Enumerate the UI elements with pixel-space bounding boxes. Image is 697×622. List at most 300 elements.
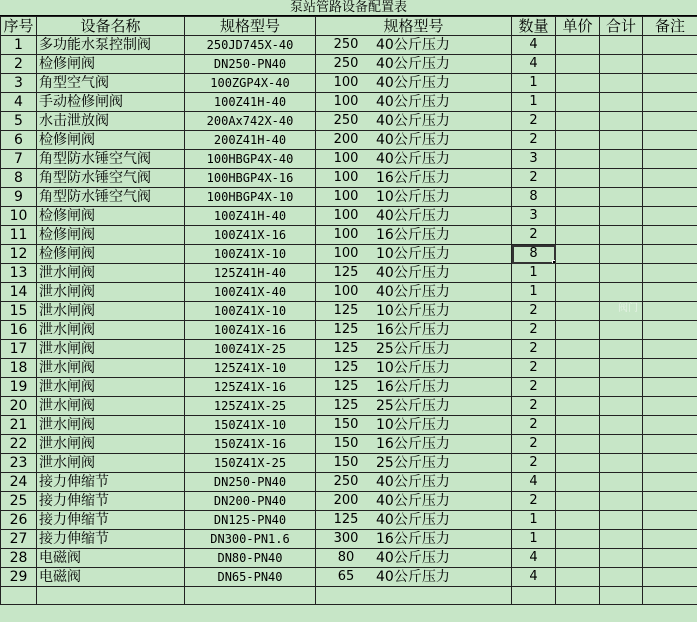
- cell-spec[interactable]: DN80-PN40: [185, 549, 316, 568]
- cell-rating[interactable]: [316, 55, 512, 74]
- cell-name[interactable]: 泄水闸阀: [37, 321, 185, 340]
- cell-qty-selected[interactable]: 8: [512, 245, 556, 264]
- cell-rating[interactable]: [316, 93, 512, 112]
- cell-name[interactable]: 电磁阀: [37, 568, 185, 587]
- cell-total[interactable]: [600, 549, 643, 568]
- cell-spec[interactable]: 100HBGP4X-40: [185, 150, 316, 169]
- rating-dn: 125: [333, 512, 359, 527]
- cell-qty[interactable]: 2: [512, 112, 556, 131]
- table-row: [1, 587, 697, 605]
- cell-no[interactable]: 16: [1, 321, 37, 340]
- header-price[interactable]: 单价: [556, 17, 600, 36]
- cell-name[interactable]: 接力伸缩节: [37, 511, 185, 530]
- cell-rating[interactable]: [316, 321, 512, 340]
- table-row: [1, 397, 697, 416]
- cell-spec[interactable]: DN65-PN40: [185, 568, 316, 587]
- cell-remark[interactable]: [643, 454, 697, 473]
- cell-no[interactable]: 17: [1, 340, 37, 359]
- cell-price[interactable]: [556, 549, 600, 568]
- cell-remark[interactable]: [643, 302, 697, 321]
- cell-name[interactable]: 手动检修闸阀: [37, 93, 185, 112]
- rating-pressure: 25公斤压力: [376, 398, 450, 414]
- cell-rating[interactable]: [316, 549, 512, 568]
- cell-qty[interactable]: 4: [512, 473, 556, 492]
- cell-qty[interactable]: 4: [512, 549, 556, 568]
- cell-remark[interactable]: [643, 36, 697, 55]
- rating-pressure: 40公斤压力: [376, 512, 450, 528]
- cell-total[interactable]: [600, 587, 643, 605]
- cell-total[interactable]: [600, 36, 643, 55]
- cell-price[interactable]: [556, 302, 600, 321]
- cell-name[interactable]: 接力伸缩节: [37, 530, 185, 549]
- table-row: [1, 530, 697, 549]
- cell-no[interactable]: 11: [1, 226, 37, 245]
- cell-rating[interactable]: [316, 169, 512, 188]
- rating-dn: 150: [333, 417, 359, 432]
- cell-no[interactable]: 2: [1, 55, 37, 74]
- cell-no[interactable]: 25: [1, 492, 37, 511]
- cell-spec[interactable]: 125Z41X-10: [185, 359, 316, 378]
- cell-spec[interactable]: DN250-PN40: [185, 473, 316, 492]
- cell-name[interactable]: 泄水闸阀: [37, 359, 185, 378]
- rating-pressure: 10公斤压力: [376, 246, 450, 262]
- cell-rating[interactable]: [316, 112, 512, 131]
- cell-rating[interactable]: [316, 435, 512, 454]
- cell-qty[interactable]: 2: [512, 397, 556, 416]
- cell-qty[interactable]: 2: [512, 321, 556, 340]
- table-row: [1, 207, 697, 226]
- rating-pressure: 16公斤压力: [376, 170, 450, 186]
- rating-dn: 100: [333, 151, 359, 166]
- cell-price[interactable]: [556, 359, 600, 378]
- header-qty[interactable]: 数量: [512, 17, 556, 36]
- cell-qty[interactable]: 2: [512, 435, 556, 454]
- cell-name[interactable]: 泄水闸阀: [37, 454, 185, 473]
- cell-price[interactable]: [556, 188, 600, 207]
- rating-pressure: 40公斤压力: [376, 265, 450, 281]
- cell-total[interactable]: [600, 245, 643, 264]
- rating-wrap: [316, 378, 511, 396]
- cell-remark[interactable]: [643, 93, 697, 112]
- rating-wrap: [316, 264, 511, 282]
- table-row: [1, 302, 697, 321]
- rating-wrap: [316, 511, 511, 529]
- cell-qty[interactable]: 4: [512, 36, 556, 55]
- cell-price[interactable]: [556, 378, 600, 397]
- cell-qty[interactable]: 3: [512, 150, 556, 169]
- rating-pressure: 40公斤压力: [376, 132, 450, 148]
- rating-wrap: [316, 568, 511, 586]
- cell-spec[interactable]: 100Z41X-10: [185, 302, 316, 321]
- cell-no[interactable]: 5: [1, 112, 37, 131]
- header-name[interactable]: 设备名称: [37, 17, 185, 36]
- cell-price[interactable]: [556, 492, 600, 511]
- table-row: [1, 36, 697, 55]
- sheet-title[interactable]: 泵站管路设备配置表: [0, 0, 697, 16]
- cell-remark[interactable]: [643, 150, 697, 169]
- header-total[interactable]: 合计: [600, 17, 643, 36]
- cell-total[interactable]: [600, 131, 643, 150]
- cell-qty[interactable]: 1: [512, 511, 556, 530]
- cell-rating[interactable]: [316, 188, 512, 207]
- rating-wrap: [316, 530, 511, 548]
- cell-no[interactable]: 6: [1, 131, 37, 150]
- cell-no[interactable]: 9: [1, 188, 37, 207]
- cell-spec[interactable]: 125Z41X-25: [185, 397, 316, 416]
- cell-no[interactable]: 21: [1, 416, 37, 435]
- cell-total[interactable]: [600, 55, 643, 74]
- cell-rating[interactable]: [316, 416, 512, 435]
- cell-rating[interactable]: [316, 530, 512, 549]
- rating-wrap: [316, 549, 511, 567]
- cell-rating[interactable]: [316, 131, 512, 150]
- cell-name[interactable]: 泄水闸阀: [37, 435, 185, 454]
- cell-name[interactable]: 水击泄放阀: [37, 112, 185, 131]
- cell-no[interactable]: 12: [1, 245, 37, 264]
- cell-total[interactable]: [600, 435, 643, 454]
- cell-name[interactable]: 检修闸阀: [37, 55, 185, 74]
- cell-no[interactable]: 7: [1, 150, 37, 169]
- cell-remark[interactable]: [643, 435, 697, 454]
- cell-price[interactable]: [556, 93, 600, 112]
- rating-wrap: [316, 131, 511, 149]
- rating-pressure: 16公斤压力: [376, 379, 450, 395]
- cell-total[interactable]: [600, 511, 643, 530]
- cell-rating[interactable]: [316, 492, 512, 511]
- cell-qty[interactable]: 2: [512, 454, 556, 473]
- cell-name[interactable]: 电磁阀: [37, 549, 185, 568]
- cell-no[interactable]: 22: [1, 435, 37, 454]
- header-spec[interactable]: 规格型号: [185, 17, 316, 36]
- rating-wrap: [316, 473, 511, 491]
- cell-spec[interactable]: [185, 587, 316, 605]
- table-row: [1, 245, 697, 264]
- cell-no[interactable]: 27: [1, 530, 37, 549]
- cell-spec[interactable]: 150Z41X-10: [185, 416, 316, 435]
- cell-total[interactable]: [600, 568, 643, 587]
- table-row: [1, 283, 697, 302]
- cell-no[interactable]: 28: [1, 549, 37, 568]
- cell-remark[interactable]: [643, 530, 697, 549]
- cell-remark[interactable]: [643, 283, 697, 302]
- cell-remark[interactable]: [643, 378, 697, 397]
- cell-remark[interactable]: [643, 416, 697, 435]
- cell-spec[interactable]: 125Z41H-40: [185, 264, 316, 283]
- cell-remark[interactable]: [643, 549, 697, 568]
- header-no[interactable]: 序号: [1, 17, 37, 36]
- rating-dn: 125: [333, 322, 359, 337]
- cell-total[interactable]: [600, 530, 643, 549]
- cell-rating[interactable]: [316, 207, 512, 226]
- rating-dn: 250: [333, 37, 359, 52]
- rating-pressure: 40公斤压力: [376, 569, 450, 585]
- rating-dn: 200: [333, 493, 359, 508]
- cell-remark[interactable]: [643, 473, 697, 492]
- cell-name[interactable]: 角型空气阀: [37, 74, 185, 93]
- cell-total[interactable]: [600, 416, 643, 435]
- table-row: [1, 568, 697, 587]
- cell-name[interactable]: 多功能水泵控制阀: [37, 36, 185, 55]
- cell-total[interactable]: [600, 473, 643, 492]
- cell-qty[interactable]: [512, 587, 556, 605]
- cell-qty[interactable]: 2: [512, 492, 556, 511]
- cell-rating[interactable]: [316, 359, 512, 378]
- cell-price[interactable]: [556, 264, 600, 283]
- cell-rating[interactable]: [316, 378, 512, 397]
- cell-spec[interactable]: 100Z41X-40: [185, 283, 316, 302]
- cell-total[interactable]: [600, 340, 643, 359]
- cell-no[interactable]: 14: [1, 283, 37, 302]
- cell-no[interactable]: 13: [1, 264, 37, 283]
- fill-handle[interactable]: [552, 260, 556, 264]
- cell-name[interactable]: 角型防水锤空气阀: [37, 169, 185, 188]
- cell-spec[interactable]: DN125-PN40: [185, 511, 316, 530]
- cell-spec[interactable]: 100Z41X-16: [185, 321, 316, 340]
- cell-qty[interactable]: 2: [512, 378, 556, 397]
- cell-price[interactable]: [556, 112, 600, 131]
- rating-pressure: 10公斤压力: [376, 360, 450, 376]
- cell-name[interactable]: 接力伸缩节: [37, 473, 185, 492]
- cell-remark[interactable]: [643, 245, 697, 264]
- cell-name[interactable]: 角型防水锤空气阀: [37, 150, 185, 169]
- cell-price[interactable]: [556, 454, 600, 473]
- cell-qty[interactable]: 2: [512, 131, 556, 150]
- table-row: [1, 492, 697, 511]
- cell-total[interactable]: [600, 378, 643, 397]
- cell-name[interactable]: 检修闸阀: [37, 207, 185, 226]
- cell-spec[interactable]: 150Z41X-25: [185, 454, 316, 473]
- cell-remark[interactable]: [643, 321, 697, 340]
- cell-qty[interactable]: 8: [512, 188, 556, 207]
- cell-price[interactable]: [556, 36, 600, 55]
- cell-qty[interactable]: 2: [512, 302, 556, 321]
- rating-wrap: [316, 283, 511, 301]
- rating-dn: 65: [337, 569, 355, 584]
- cell-remark[interactable]: [643, 112, 697, 131]
- rating-wrap: [316, 112, 511, 130]
- cell-no[interactable]: 10: [1, 207, 37, 226]
- cell-name[interactable]: 角型防水锤空气阀: [37, 188, 185, 207]
- cell-price[interactable]: [556, 226, 600, 245]
- cell-price[interactable]: [556, 207, 600, 226]
- cell-spec[interactable]: DN300-PN1.6: [185, 530, 316, 549]
- cell-remark[interactable]: [643, 397, 697, 416]
- cell-rating[interactable]: [316, 568, 512, 587]
- cell-no[interactable]: 26: [1, 511, 37, 530]
- rating-dn: 100: [333, 208, 359, 223]
- cell-price[interactable]: [556, 169, 600, 188]
- cell-no[interactable]: 3: [1, 74, 37, 93]
- cell-price[interactable]: [556, 74, 600, 93]
- cell-rating[interactable]: [316, 397, 512, 416]
- cell-no[interactable]: 29: [1, 568, 37, 587]
- cell-remark[interactable]: [643, 74, 697, 93]
- cell-name[interactable]: 接力伸缩节: [37, 492, 185, 511]
- rating-wrap: [316, 321, 511, 339]
- cell-remark[interactable]: [643, 511, 697, 530]
- cell-remark[interactable]: [643, 492, 697, 511]
- cell-price[interactable]: [556, 150, 600, 169]
- cell-total[interactable]: [600, 150, 643, 169]
- header-rating[interactable]: 规格型号: [316, 17, 512, 36]
- table-row: [1, 340, 697, 359]
- cell-total[interactable]: [600, 226, 643, 245]
- cell-name[interactable]: 泄水闸阀: [37, 283, 185, 302]
- cell-rating[interactable]: [316, 302, 512, 321]
- cell-rating[interactable]: [316, 454, 512, 473]
- cell-remark[interactable]: [643, 340, 697, 359]
- cell-spec[interactable]: DN250-PN40: [185, 55, 316, 74]
- cell-price[interactable]: [556, 245, 600, 264]
- cell-name[interactable]: 泄水闸阀: [37, 397, 185, 416]
- rating-dn: 150: [333, 436, 359, 451]
- table-row: [1, 435, 697, 454]
- cell-price[interactable]: [556, 568, 600, 587]
- cell-spec[interactable]: 150Z41X-16: [185, 435, 316, 454]
- cell-remark[interactable]: [643, 226, 697, 245]
- cell-name[interactable]: 泄水闸阀: [37, 264, 185, 283]
- cell-price[interactable]: [556, 283, 600, 302]
- cell-price[interactable]: [556, 530, 600, 549]
- cell-rating[interactable]: [316, 150, 512, 169]
- cell-rating[interactable]: [316, 283, 512, 302]
- cell-qty[interactable]: 1: [512, 264, 556, 283]
- cell-qty[interactable]: 2: [512, 359, 556, 378]
- cell-qty[interactable]: 1: [512, 74, 556, 93]
- rating-dn: 250: [333, 474, 359, 489]
- cell-no[interactable]: [1, 587, 37, 605]
- cell-spec[interactable]: 100Z41H-40: [185, 93, 316, 112]
- cell-rating[interactable]: [316, 511, 512, 530]
- table-row: [1, 226, 697, 245]
- cell-total[interactable]: [600, 492, 643, 511]
- cell-price[interactable]: [556, 131, 600, 150]
- cell-name[interactable]: 检修闸阀: [37, 131, 185, 150]
- cell-remark[interactable]: [643, 264, 697, 283]
- cell-total[interactable]: [600, 397, 643, 416]
- rating-wrap: [316, 188, 511, 206]
- table-row: [1, 93, 697, 112]
- cell-total[interactable]: [600, 74, 643, 93]
- cell-qty[interactable]: 1: [512, 530, 556, 549]
- cell-qty[interactable]: 2: [512, 416, 556, 435]
- cell-price[interactable]: [556, 473, 600, 492]
- cell-no[interactable]: 15: [1, 302, 37, 321]
- cell-remark[interactable]: [643, 188, 697, 207]
- cell-spec[interactable]: DN200-PN40: [185, 492, 316, 511]
- cell-price[interactable]: [556, 587, 600, 605]
- cell-rating[interactable]: [316, 587, 512, 605]
- cell-spec[interactable]: 200Z41H-40: [185, 131, 316, 150]
- cell-remark[interactable]: [643, 587, 697, 605]
- cell-no[interactable]: 1: [1, 36, 37, 55]
- cell-price[interactable]: [556, 435, 600, 454]
- cell-total[interactable]: [600, 207, 643, 226]
- cell-price[interactable]: [556, 416, 600, 435]
- cell-remark[interactable]: [643, 169, 697, 188]
- rating-wrap: [316, 226, 511, 244]
- cell-spec[interactable]: 100Z41X-10: [185, 245, 316, 264]
- cell-price[interactable]: [556, 511, 600, 530]
- cell-spec[interactable]: 100Z41X-16: [185, 226, 316, 245]
- cell-qty[interactable]: 2: [512, 226, 556, 245]
- cell-no[interactable]: 18: [1, 359, 37, 378]
- cell-total[interactable]: [600, 359, 643, 378]
- cell-total[interactable]: [600, 264, 643, 283]
- cell-total[interactable]: [600, 169, 643, 188]
- cell-rating[interactable]: [316, 473, 512, 492]
- cell-name[interactable]: 泄水闸阀: [37, 302, 185, 321]
- cell-price[interactable]: [556, 340, 600, 359]
- cell-name[interactable]: [37, 587, 185, 605]
- table-row: [1, 321, 697, 340]
- cell-total[interactable]: [600, 188, 643, 207]
- cell-qty[interactable]: 2: [512, 169, 556, 188]
- cell-qty[interactable]: 4: [512, 55, 556, 74]
- cell-spec[interactable]: 250JD745X-40: [185, 36, 316, 55]
- cell-remark[interactable]: [643, 207, 697, 226]
- cell-remark[interactable]: [643, 131, 697, 150]
- cell-spec[interactable]: 100ZGP4X-40: [185, 74, 316, 93]
- table-row: [1, 169, 697, 188]
- cell-no[interactable]: 19: [1, 378, 37, 397]
- cell-spec[interactable]: 200Ax742X-40: [185, 112, 316, 131]
- rating-pressure: 40公斤压力: [376, 37, 450, 53]
- cell-rating[interactable]: [316, 36, 512, 55]
- cell-no[interactable]: 20: [1, 397, 37, 416]
- cell-spec[interactable]: 125Z41X-16: [185, 378, 316, 397]
- rating-wrap: [316, 302, 511, 320]
- cell-total[interactable]: [600, 112, 643, 131]
- cell-price[interactable]: [556, 321, 600, 340]
- cell-name[interactable]: 检修闸阀: [37, 245, 185, 264]
- cell-price[interactable]: [556, 55, 600, 74]
- rating-dn: 125: [333, 265, 359, 280]
- cell-no[interactable]: 4: [1, 93, 37, 112]
- cell-qty[interactable]: 1: [512, 93, 556, 112]
- cell-name[interactable]: 泄水闸阀: [37, 378, 185, 397]
- cell-spec[interactable]: 100HBGP4X-16: [185, 169, 316, 188]
- cell-spec[interactable]: 100HBGP4X-10: [185, 188, 316, 207]
- cell-rating[interactable]: [316, 74, 512, 93]
- rating-pressure: 16公斤压力: [376, 436, 450, 452]
- cell-rating[interactable]: [316, 226, 512, 245]
- cell-remark[interactable]: [643, 568, 697, 587]
- cell-qty[interactable]: 4: [512, 568, 556, 587]
- cell-price[interactable]: [556, 397, 600, 416]
- cell-total[interactable]: [600, 93, 643, 112]
- cell-no[interactable]: 23: [1, 454, 37, 473]
- cell-total[interactable]: [600, 321, 643, 340]
- cell-spec[interactable]: 100Z41X-25: [185, 340, 316, 359]
- cell-rating[interactable]: [316, 264, 512, 283]
- cell-remark[interactable]: [643, 55, 697, 74]
- cell-qty[interactable]: 3: [512, 207, 556, 226]
- header-remark[interactable]: 备注: [643, 17, 697, 36]
- cell-remark[interactable]: [643, 359, 697, 378]
- cell-no[interactable]: 8: [1, 169, 37, 188]
- cell-qty[interactable]: 1: [512, 283, 556, 302]
- cell-rating[interactable]: [316, 340, 512, 359]
- cell-total[interactable]: [600, 454, 643, 473]
- cell-no[interactable]: 24: [1, 473, 37, 492]
- cell-name[interactable]: 泄水闸阀: [37, 416, 185, 435]
- cell-name[interactable]: 泄水闸阀: [37, 340, 185, 359]
- cell-rating[interactable]: [316, 245, 512, 264]
- cell-name[interactable]: 检修闸阀: [37, 226, 185, 245]
- cell-qty[interactable]: 2: [512, 340, 556, 359]
- cell-spec[interactable]: 100Z41H-40: [185, 207, 316, 226]
